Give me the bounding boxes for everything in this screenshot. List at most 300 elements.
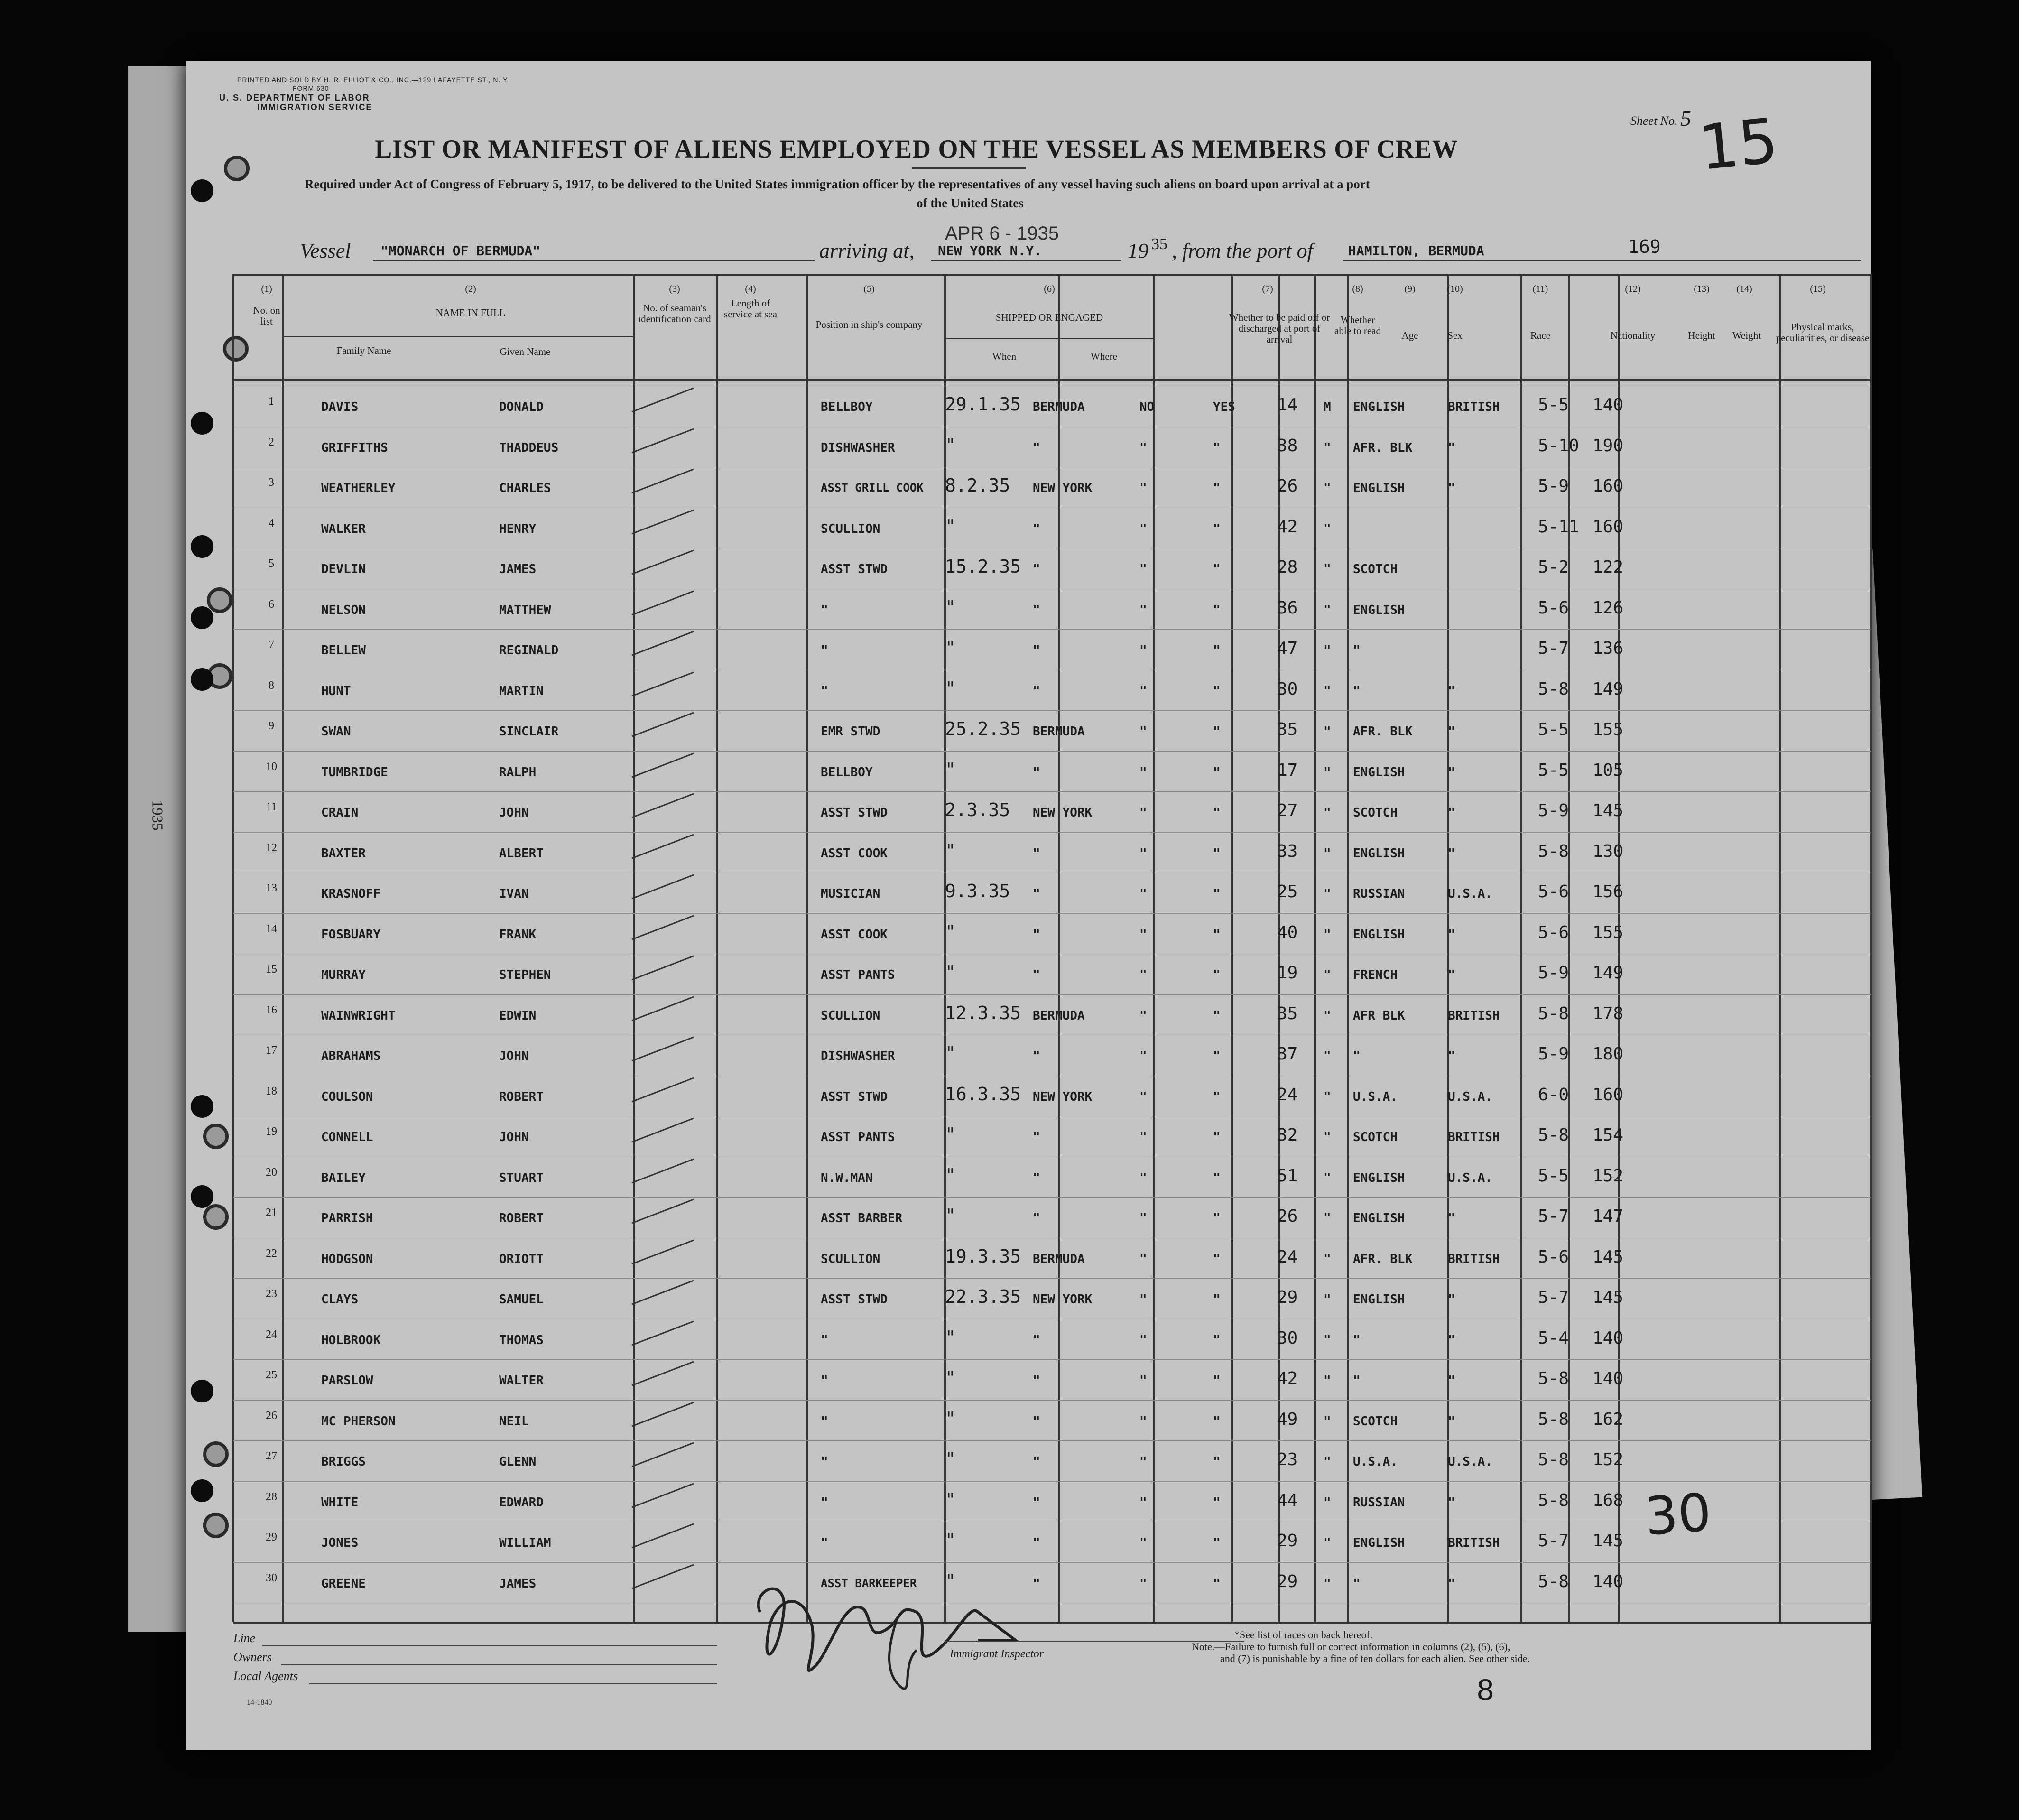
cell-race: FRENCH [1353, 968, 1398, 982]
cell-nationality: " [1448, 846, 1455, 861]
cell-race: SCOTCH [1353, 806, 1398, 820]
cell-family: WHITE [321, 1495, 359, 1510]
cell-race: RUSSIAN [1353, 887, 1405, 901]
cell-when: 2.3.35 [945, 799, 1010, 820]
cell-position: ASST STWD [821, 562, 888, 576]
row-number: 6 [269, 598, 274, 611]
cell-family: FOSBUARY [321, 928, 381, 942]
cell-position: " [821, 643, 828, 658]
cell-paid: " [1139, 806, 1147, 820]
handwritten-sheet-number: 15 [1695, 104, 1781, 185]
cell-where: " [1033, 522, 1040, 536]
cell-race: AFR. BLK [1353, 441, 1413, 455]
cell-height: 5-6 [1538, 923, 1569, 942]
cell-read: " [1213, 806, 1221, 820]
cell-family: NELSON [321, 603, 366, 617]
cell-height: 5-8 [1538, 1410, 1569, 1429]
column-divider [1153, 274, 1155, 1622]
cell-sex: " [1324, 1455, 1331, 1469]
row-rule [233, 1197, 1871, 1198]
cell-age: 32 [1277, 1125, 1298, 1145]
cell-given: ROBERT [499, 1211, 544, 1226]
cell-nationality: U.S.A. [1448, 1090, 1492, 1104]
row-number: 3 [269, 476, 274, 489]
cell-paid: " [1139, 1130, 1147, 1144]
col7-number: (7) [1262, 284, 1273, 294]
document-title: LIST OR MANIFEST OF ALIENS EMPLOYED ON THE VESSEL AS MEMBERS OF CREW [375, 135, 1458, 163]
cell-read: " [1213, 1414, 1221, 1429]
cell-paid: " [1139, 1455, 1147, 1469]
cell-height: 5-7 [1538, 1288, 1569, 1307]
cell-height: 5-9 [1538, 476, 1569, 496]
row-number: 10 [266, 761, 277, 773]
cell-family: ABRAHAMS [321, 1049, 381, 1063]
cell-where: " [1033, 684, 1040, 698]
cell-paid: " [1139, 1292, 1147, 1307]
column-divider [1058, 274, 1060, 1622]
cell-family: WALKER [321, 522, 366, 536]
cell-position: BELLBOY [821, 400, 873, 414]
cell-weight: 190 [1593, 436, 1624, 455]
cell-weight: 136 [1593, 639, 1624, 658]
cell-nationality: " [1448, 765, 1455, 780]
cell-race: ENGLISH [1353, 846, 1405, 861]
cell-read: " [1213, 1009, 1221, 1023]
cell-read: " [1213, 968, 1221, 982]
row-number: 5 [269, 557, 274, 570]
col2-number: (2) [465, 284, 476, 294]
col3-header: No. of seaman's identification card [638, 302, 711, 325]
cell-paid: " [1139, 1211, 1147, 1226]
cell-weight: 149 [1593, 679, 1624, 699]
cell-read: " [1213, 1171, 1221, 1185]
cell-sex: " [1324, 887, 1331, 901]
cell-paid: " [1139, 1374, 1147, 1388]
cell-family: KRASNOFF [321, 887, 381, 901]
cell-weight: 152 [1593, 1166, 1624, 1186]
cell-age: 36 [1277, 598, 1298, 618]
cell-race: U.S.A. [1353, 1090, 1398, 1104]
cell-where: " [1033, 765, 1040, 780]
cell-nationality: " [1448, 806, 1455, 820]
cell-position: ASST PANTS [821, 1130, 895, 1144]
cell-age: 29 [1277, 1572, 1298, 1591]
cell-paid: " [1139, 481, 1147, 495]
cell-when: " [945, 921, 956, 942]
cell-paid: " [1139, 968, 1147, 982]
cell-nationality: " [1448, 481, 1455, 495]
cell-paid: " [1139, 1536, 1147, 1550]
cell-race: AFR. BLK [1353, 1252, 1413, 1266]
cell-position: ASST STWD [821, 1090, 888, 1104]
cell-position: ASST PANTS [821, 968, 895, 982]
cell-given: IVAN [499, 887, 529, 901]
col2b-header: Given Name [500, 346, 551, 357]
cell-read: " [1213, 1252, 1221, 1266]
row-number: 20 [266, 1166, 277, 1179]
cell-position: MUSICIAN [821, 887, 880, 901]
col10-header: Sex [1447, 330, 1463, 341]
cell-weight: 152 [1593, 1450, 1624, 1469]
cell-race: AFR. BLK [1353, 724, 1413, 739]
cell-family: JONES [321, 1536, 359, 1550]
cell-race: " [1353, 684, 1361, 698]
cell-race: ENGLISH [1353, 1171, 1405, 1185]
cell-paid: " [1139, 724, 1147, 739]
cell-when: " [945, 1489, 956, 1510]
row-rule [233, 1400, 1871, 1401]
cell-height: 5-8 [1538, 1572, 1569, 1591]
col1-number: (1) [261, 284, 272, 294]
cell-read: " [1213, 1333, 1221, 1347]
row-number: 8 [269, 679, 274, 692]
cell-where: " [1033, 1536, 1040, 1550]
year-prefix: 19 [1128, 239, 1148, 262]
cell-position: " [821, 684, 828, 698]
cell-nationality: " [1448, 1333, 1455, 1347]
cell-race: " [1353, 1333, 1361, 1347]
cell-height: 5-8 [1538, 1125, 1569, 1145]
row-number: 28 [266, 1491, 277, 1503]
cell-paid: " [1139, 1090, 1147, 1104]
row-number: 23 [266, 1288, 277, 1300]
cell-read: YES [1213, 400, 1235, 414]
col5-header: Position in ship's company [815, 319, 923, 330]
cell-position: " [821, 1414, 828, 1429]
col8-header: Whether able to read [1334, 314, 1381, 336]
row-rule [233, 629, 1871, 630]
cell-age: 35 [1277, 720, 1298, 739]
cell-sex: " [1324, 1130, 1331, 1144]
cell-age: 51 [1277, 1166, 1298, 1186]
cell-nationality: U.S.A. [1448, 1455, 1492, 1469]
col6b-header: Where [1091, 351, 1117, 362]
cell-family: PARSLOW [321, 1374, 373, 1388]
cell-nationality: " [1448, 1292, 1455, 1307]
cell-sex: " [1324, 1171, 1331, 1185]
cell-height: 5-8 [1538, 842, 1569, 861]
year-suffix: 35 [1151, 235, 1167, 253]
row-number: 26 [266, 1410, 277, 1422]
cell-sex: " [1324, 603, 1331, 617]
cell-sex: " [1324, 724, 1331, 739]
cell-when: 16.3.35 [945, 1084, 1021, 1105]
cell-weight: 155 [1593, 923, 1624, 942]
cell-age: 25 [1277, 882, 1298, 901]
cell-nationality: BRITISH [1448, 1536, 1500, 1550]
cell-read: " [1213, 846, 1221, 861]
cell-sex: " [1324, 481, 1331, 495]
cell-race: RUSSIAN [1353, 1495, 1405, 1510]
cell-age: 49 [1277, 1410, 1298, 1429]
cell-age: 26 [1277, 476, 1298, 496]
cell-when: 29.1.35 [945, 394, 1021, 415]
cell-sex: " [1324, 684, 1331, 698]
cell-nationality: " [1448, 684, 1455, 698]
cell-nationality: " [1448, 1374, 1455, 1388]
row-number: 9 [269, 720, 274, 732]
cell-family: CLAYS [321, 1292, 359, 1307]
cell-nationality: " [1448, 724, 1455, 739]
row-number: 14 [266, 923, 277, 935]
cell-paid: " [1139, 643, 1147, 658]
cell-height: 5-7 [1538, 1207, 1569, 1226]
row-number: 25 [266, 1369, 277, 1381]
cell-when: 9.3.35 [945, 881, 1010, 901]
col15-number: (15) [1810, 284, 1826, 294]
cell-age: 35 [1277, 1004, 1298, 1023]
cell-weight: 105 [1593, 761, 1624, 780]
cell-family: DEVLIN [321, 562, 366, 576]
cell-paid: " [1139, 1171, 1147, 1185]
cell-age: 29 [1277, 1288, 1298, 1307]
cell-position: DISHWASHER [821, 441, 895, 455]
cell-race: SCOTCH [1353, 562, 1398, 576]
cell-sex: " [1324, 765, 1331, 780]
cell-when: " [945, 678, 956, 699]
cell-sex: " [1324, 1577, 1331, 1591]
cell-race: AFR BLK [1353, 1009, 1405, 1023]
column-divider [1520, 274, 1522, 1622]
cell-nationality: BRITISH [1448, 400, 1500, 414]
cell-read: " [1213, 1130, 1221, 1144]
department-name: U. S. DEPARTMENT OF LABOR [219, 93, 370, 102]
cell-age: 44 [1277, 1491, 1298, 1510]
line-label: Line [233, 1631, 256, 1645]
cell-age: 38 [1277, 436, 1298, 455]
cell-given: JOHN [499, 1130, 529, 1144]
col14-number: (14) [1736, 284, 1752, 294]
cell-weight: 168 [1593, 1491, 1624, 1510]
cell-family: BAXTER [321, 846, 366, 861]
cell-height: 5-6 [1538, 598, 1569, 618]
cell-nationality: " [1448, 1049, 1455, 1063]
cell-position: " [821, 1536, 828, 1550]
row-number: 30 [266, 1572, 277, 1584]
margin-year: 1935 [149, 800, 167, 831]
cell-height: 5-9 [1538, 1044, 1569, 1064]
row-rule [233, 994, 1871, 995]
cell-family: GRIFFITHS [321, 441, 388, 455]
cell-sex: " [1324, 1495, 1331, 1510]
arriving-label: arriving at, [819, 239, 915, 262]
cell-age: 26 [1277, 1207, 1298, 1226]
row-number: 16 [266, 1004, 277, 1016]
cell-where: NEW YORK [1033, 806, 1093, 820]
cell-age: 27 [1277, 801, 1298, 820]
cell-position: ASST BARKEEPER [821, 1577, 917, 1590]
cell-race: ENGLISH [1353, 603, 1405, 617]
cell-read: " [1213, 603, 1221, 617]
cell-where: " [1033, 846, 1040, 861]
row-number: 11 [266, 801, 277, 813]
cell-read: " [1213, 441, 1221, 455]
cell-given: JOHN [499, 1049, 529, 1063]
row-number: 18 [266, 1085, 277, 1097]
cell-sex: " [1324, 1049, 1331, 1063]
cell-position: " [821, 603, 828, 617]
col1-header: No. on list [253, 305, 280, 327]
row-rule [233, 1440, 1871, 1441]
cell-family: PARRISH [321, 1211, 373, 1226]
cell-sex: " [1324, 643, 1331, 658]
cell-sex: " [1324, 562, 1331, 576]
cell-sex: " [1324, 522, 1331, 536]
cell-position: " [821, 1455, 828, 1469]
cell-nationality: " [1448, 928, 1455, 942]
cell-family: BRIGGS [321, 1455, 366, 1469]
cell-height: 5-7 [1538, 639, 1569, 658]
cell-weight: 149 [1593, 963, 1624, 983]
cell-height: 5-5 [1538, 395, 1569, 415]
cell-paid: " [1139, 765, 1147, 780]
col3-number: (3) [669, 284, 680, 294]
cell-given: MARTIN [499, 684, 544, 698]
cell-when: " [945, 1327, 956, 1348]
column-divider [1779, 274, 1781, 1622]
cell-sex: " [1324, 846, 1331, 861]
cell-age: 14 [1277, 395, 1298, 415]
cell-read: " [1213, 1577, 1221, 1591]
document-subtitle: Required under Act of Congress of February 5, 1917, to be delivered to the United States immigration officer by the representatives of any vessel having such aliens on board upon arrival at a port [305, 177, 1370, 191]
header-bottom-border [233, 379, 1871, 381]
col11-header: Race [1530, 330, 1550, 341]
cell-given: ROBERT [499, 1090, 544, 1104]
cell-position: ASST COOK [821, 928, 888, 942]
cell-family: BELLEW [321, 643, 366, 658]
cell-read: " [1213, 643, 1221, 658]
cell-given: STEPHEN [499, 968, 551, 982]
cell-sex: " [1324, 806, 1331, 820]
cell-read: " [1213, 1536, 1221, 1550]
cell-paid: " [1139, 1049, 1147, 1063]
cell-paid: NO [1139, 400, 1155, 414]
cell-where: BERMUDA [1033, 724, 1085, 739]
cell-position: DISHWASHER [821, 1049, 895, 1063]
cell-read: " [1213, 1455, 1221, 1469]
col6-header: SHIPPED OR ENGAGED [995, 312, 1103, 323]
cell-family: HOLBROOK [321, 1333, 381, 1347]
row-rule [233, 1359, 1871, 1360]
header-sub-rule [945, 338, 1154, 339]
cell-nationality: " [1448, 1495, 1455, 1510]
cell-age: 42 [1277, 517, 1298, 537]
cell-height: 5-5 [1538, 761, 1569, 780]
row-number: 4 [269, 517, 274, 529]
cell-given: WILLIAM [499, 1536, 551, 1550]
cell-race: " [1353, 1049, 1361, 1063]
col9-header: Age [1401, 330, 1418, 341]
row-number: 27 [266, 1450, 277, 1462]
row-rule [233, 791, 1871, 792]
cell-height: 5-4 [1538, 1328, 1569, 1348]
cell-height: 5-6 [1538, 882, 1569, 901]
form-number: FORM 630 [293, 84, 329, 92]
cell-given: DONALD [499, 400, 544, 414]
col6a-header: When [992, 351, 1017, 362]
cell-where: " [1033, 441, 1040, 455]
cell-sex: " [1324, 1414, 1331, 1429]
col4-number: (4) [745, 284, 756, 294]
row-number: 7 [269, 639, 274, 651]
row-rule [233, 1278, 1871, 1279]
cell-family: COULSON [321, 1090, 373, 1104]
owners-underline [281, 1664, 717, 1665]
cell-weight: 140 [1593, 1328, 1624, 1348]
row-number: 29 [266, 1531, 277, 1543]
cell-when: 22.3.35 [945, 1286, 1021, 1307]
cell-where: " [1033, 1333, 1040, 1347]
cell-age: 23 [1277, 1450, 1298, 1469]
cell-given: THADDEUS [499, 441, 559, 455]
cell-weight: 140 [1593, 1572, 1624, 1591]
cell-weight: 160 [1593, 1085, 1624, 1105]
cell-given: JOHN [499, 806, 529, 820]
cell-read: " [1213, 481, 1221, 495]
cell-given: JAMES [499, 1577, 537, 1591]
row-rule [233, 751, 1871, 752]
row-number: 21 [266, 1207, 277, 1219]
underlying-page-left [128, 66, 194, 1632]
row-number: 22 [266, 1247, 277, 1260]
cell-read: " [1213, 1374, 1221, 1388]
cell-given: REGINALD [499, 643, 559, 658]
cell-given: NEIL [499, 1414, 529, 1429]
cell-read: " [1213, 1049, 1221, 1063]
cell-family: WEATHERLEY [321, 481, 396, 495]
table-top-border [233, 274, 1871, 276]
cell-paid: " [1139, 1252, 1147, 1266]
cell-height: 6-0 [1538, 1085, 1569, 1105]
cell-where: " [1033, 968, 1040, 982]
cell-family: MURRAY [321, 968, 366, 982]
cell-given: SINCLAIR [499, 724, 559, 739]
cell-sex: " [1324, 1252, 1331, 1266]
form-code: 14-1840 [247, 1699, 272, 1707]
cell-weight: 147 [1593, 1207, 1624, 1226]
row-number: 24 [266, 1328, 277, 1341]
cell-given: THOMAS [499, 1333, 544, 1347]
from-port-label: , from the port of [1172, 239, 1313, 262]
cell-read: " [1213, 522, 1221, 536]
cell-paid: " [1139, 1333, 1147, 1347]
cell-weight: 162 [1593, 1410, 1624, 1429]
cell-when: " [945, 1165, 956, 1186]
vessel-name: "MONARCH OF BERMUDA" [380, 243, 541, 259]
penalty-note-1: Note.—Failure to furnish full or correct information in columns (2), (5), (6), [1192, 1641, 1510, 1653]
column-divider [1347, 274, 1349, 1622]
cell-when: " [945, 1205, 956, 1226]
col8-number: (8) [1352, 284, 1363, 294]
cell-race: ENGLISH [1353, 481, 1405, 495]
column-divider [1870, 274, 1872, 1622]
cell-height: 5-8 [1538, 1004, 1569, 1023]
cell-when: " [945, 962, 956, 983]
cell-weight: 145 [1593, 1288, 1624, 1307]
cell-when: 12.3.35 [945, 1003, 1021, 1023]
cell-nationality: BRITISH [1448, 1130, 1500, 1144]
cell-where: " [1033, 1374, 1040, 1388]
cell-where: " [1033, 1455, 1040, 1469]
row-number: 2 [269, 436, 274, 448]
cell-height: 5-5 [1538, 720, 1569, 739]
header-sub-rule [283, 336, 634, 337]
cell-family: HODGSON [321, 1252, 373, 1266]
manifest-sheet [186, 61, 1871, 1750]
cell-position: ASST STWD [821, 1292, 888, 1307]
cell-age: 40 [1277, 923, 1298, 942]
cell-height: 5-9 [1538, 963, 1569, 983]
